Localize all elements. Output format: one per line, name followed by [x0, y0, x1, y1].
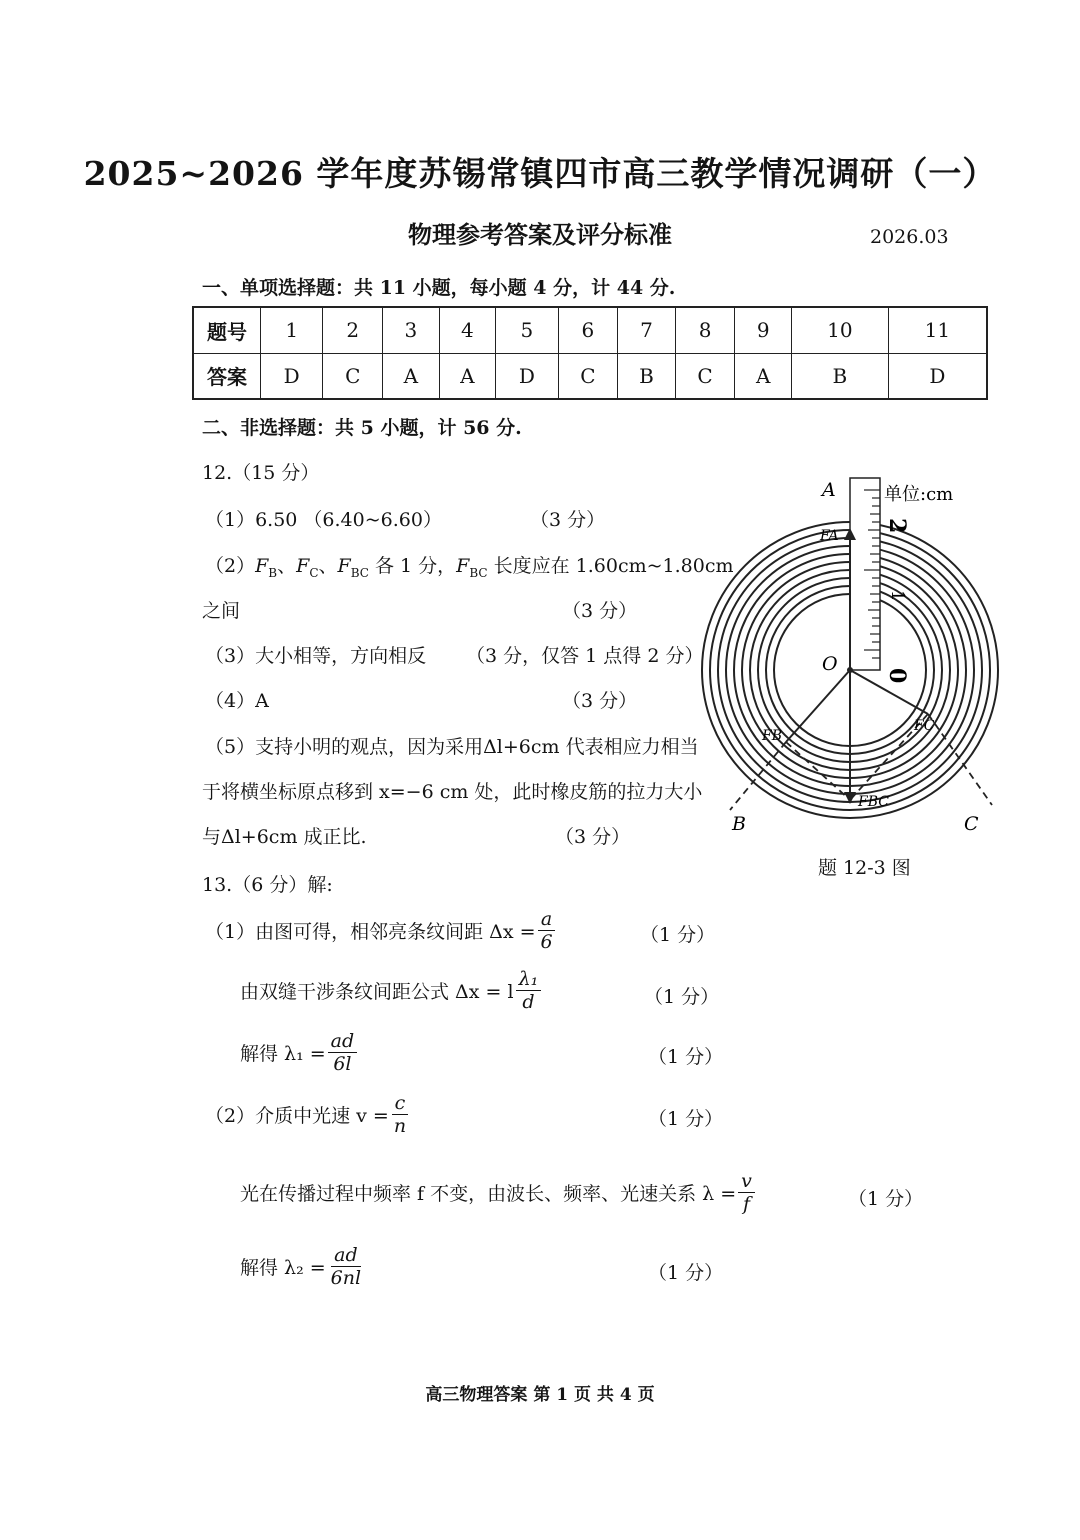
point-label-c: C — [964, 813, 979, 835]
q12-part2-line2: 之间 — [202, 600, 241, 622]
q13-line6-text: 解得 λ₂ = — [240, 1257, 326, 1279]
q12-part4: （4）A — [205, 690, 269, 712]
q13-line4-score: （1 分） — [648, 1108, 724, 1130]
q13-line4 — [205, 1092, 411, 1137]
table-row — [193, 307, 987, 353]
denominator: f — [743, 1193, 751, 1215]
answer-table — [192, 306, 988, 400]
answer-cell: A — [383, 353, 440, 399]
answer-cell: A — [735, 353, 792, 399]
answer-cell: C — [675, 353, 735, 399]
numerator: a — [538, 908, 555, 931]
question-number: 5 — [496, 307, 558, 353]
question-number: 9 — [735, 307, 792, 353]
q12-part3: （3）大小相等，方向相反 — [205, 645, 427, 667]
answer-cell: D — [888, 353, 987, 399]
page-title: 2025~2026 学年度苏锡常镇四市高三教学情况调研（一） — [83, 154, 997, 193]
answer-cell: A — [439, 353, 496, 399]
q12-part5-line3: 与Δl+6cm 成正比. — [202, 826, 367, 848]
q13-line1 — [205, 908, 558, 953]
question-number: 3 — [383, 307, 440, 353]
q13-line3-text: 解得 λ₁ = — [240, 1043, 326, 1065]
ruler-tick-1: 1 — [887, 590, 908, 602]
q13-line2-score: （1 分） — [644, 986, 720, 1008]
force-label-fb: FB — [762, 728, 783, 744]
q13-header: 13.（6 分）解: — [202, 874, 333, 896]
fraction — [738, 1170, 755, 1215]
point-label-a: A — [822, 479, 836, 501]
answer-cell: B — [618, 353, 675, 399]
question-number: 1 — [261, 307, 323, 353]
answer-cell: C — [323, 353, 383, 399]
page-subtitle: 物理参考答案及评分标准 — [408, 220, 672, 249]
denominator: 6 — [540, 931, 553, 953]
ruler — [850, 478, 880, 670]
answer-cell: D — [496, 353, 558, 399]
q12-part2 — [205, 551, 734, 580]
figure-caption: 题 12-3 图 — [818, 857, 911, 879]
force-symbol: F — [296, 555, 310, 577]
q13-line3 — [240, 1030, 359, 1075]
numerator: λ₁ — [516, 968, 542, 991]
fraction — [328, 1030, 358, 1075]
section-2-heading: 二、非选择题：共 5 小题，计 56 分. — [202, 417, 522, 439]
q12-part2-prefix: （2） — [205, 555, 256, 577]
exam-date: 2026.03 — [870, 226, 949, 248]
q12-part1-score: （3 分） — [530, 509, 606, 531]
q13-line5-text: 光在传播过程中频率 f 不变，由波长、频率、光速关系 λ = — [240, 1183, 737, 1205]
table-row — [193, 353, 987, 399]
question-number: 11 — [888, 307, 987, 353]
force-subscript: C — [309, 565, 319, 580]
figure-12-3 — [700, 470, 1010, 840]
q13-line2-text: 由双缝干涉条纹间距公式 Δx = l — [240, 981, 514, 1003]
origin-point — [847, 667, 853, 673]
question-number: 10 — [791, 307, 888, 353]
q13-line1-text: （1）由图可得，相邻亮条纹间距 Δx = — [205, 921, 536, 943]
numerator: ad — [328, 1030, 358, 1053]
denominator: 6l — [333, 1053, 352, 1075]
q12-header: 12.（15 分） — [202, 462, 320, 484]
ruler-tick-2: 2 — [884, 518, 910, 534]
fraction — [516, 968, 542, 1013]
fraction — [328, 1244, 364, 1289]
q13-line4-text: （2）介质中光速 v = — [205, 1105, 389, 1127]
force-subscript: BC — [469, 565, 488, 580]
q13-line6-score: （1 分） — [648, 1262, 724, 1284]
q13-line5-score: （1 分） — [848, 1188, 924, 1210]
answer-cell: B — [791, 353, 888, 399]
numerator: c — [392, 1092, 409, 1115]
q13-line3-score: （1 分） — [648, 1046, 724, 1068]
force-symbol: F — [255, 555, 269, 577]
question-number: 4 — [439, 307, 496, 353]
q13-line2 — [240, 968, 543, 1013]
denominator: n — [393, 1115, 407, 1137]
numerator: ad — [331, 1244, 361, 1267]
force-label-fbc: FBC — [858, 794, 889, 810]
force-symbol: F — [337, 555, 351, 577]
q12-part2-score: （3 分） — [562, 600, 638, 622]
force-subscript: BC — [350, 565, 369, 580]
q12-part5-line2: 于将横坐标原点移到 x=−6 cm 处，此时橡皮筋的拉力大小 — [202, 781, 703, 803]
point-label-b: B — [732, 813, 746, 835]
denominator: d — [522, 991, 535, 1013]
answer-cell: D — [261, 353, 323, 399]
force-subscript: B — [268, 565, 278, 580]
force-symbol: F — [456, 555, 470, 577]
separator: 、 — [318, 555, 338, 577]
question-number: 7 — [618, 307, 675, 353]
section-1-heading: 一、单项选择题：共 11 小题，每小题 4 分，计 44 分. — [202, 277, 676, 299]
q13-line5 — [240, 1170, 757, 1215]
point-label-o: O — [822, 653, 838, 675]
question-number: 6 — [558, 307, 618, 353]
q12-part2-mid: 各 1 分， — [368, 555, 457, 577]
q12-part5-score: （3 分） — [555, 826, 631, 848]
question-number: 2 — [323, 307, 383, 353]
fraction — [391, 1092, 409, 1137]
q12-part3-score: （3 分，仅答 1 点得 2 分） — [466, 645, 704, 667]
force-label-fc: FC — [914, 718, 935, 734]
q13-line6 — [240, 1244, 366, 1289]
table-header-cell: 题号 — [193, 307, 261, 353]
unit-label: 单位:cm — [884, 484, 954, 505]
q12-part4-score: （3 分） — [562, 690, 638, 712]
page-footer: 高三物理答案 第 1 页 共 4 页 — [425, 1385, 655, 1405]
denominator: 6nl — [330, 1267, 362, 1289]
q13-line1-score: （1 分） — [640, 924, 716, 946]
fraction — [538, 908, 556, 953]
numerator: v — [738, 1170, 755, 1193]
separator: 、 — [277, 555, 297, 577]
table-header-cell: 答案 — [193, 353, 261, 399]
q12-part2-end: 长度应在 1.60cm~1.80cm — [487, 555, 734, 577]
q12-part5-line1: （5）支持小明的观点，因为采用Δl+6cm 代表相应力相当 — [205, 736, 699, 758]
q12-part1: （1）6.50 （6.40~6.60） — [205, 509, 442, 531]
force-label-fa: FA — [820, 528, 839, 544]
answer-cell: C — [558, 353, 618, 399]
ruler-tick-0: 0 — [884, 668, 910, 684]
question-number: 8 — [675, 307, 735, 353]
